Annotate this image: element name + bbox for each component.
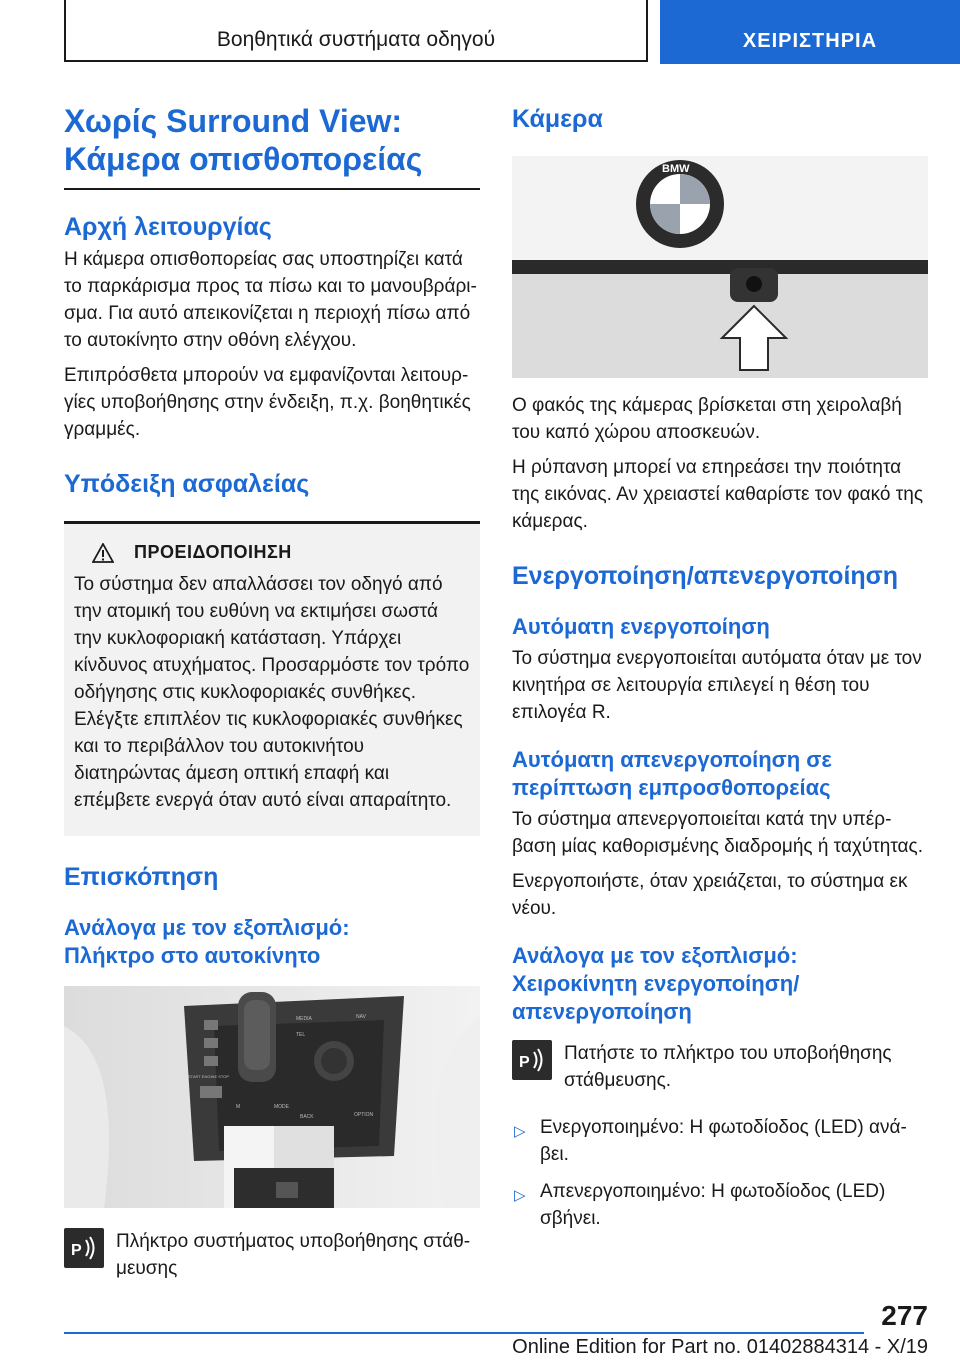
camera-heading: Κάμερα [512, 105, 603, 133]
auto-off-text2: Ενεργοποιήστε, όταν χρειάζεται, το σύστημα εκ νέου. [512, 871, 908, 919]
auto-off-heading-line2: περίπτωση εμπροσθοπορείας [512, 775, 831, 800]
camera-para1: Ο φακός της κάμερας βρίσκεται στη χειρολαβή του καπό χώρου αποσκευών. [512, 395, 902, 443]
manual-text: Πατήστε το πλήκτρο του υποβοήθησης στάθμευσης. [564, 1043, 892, 1091]
auto-on-heading: Αυτόματη ενεργοποίηση [512, 614, 770, 639]
right-column [512, 96, 928, 1242]
manual-heading-line1: Ανάλογα με τον εξοπλισμό: [512, 943, 798, 968]
section-title: Βοηθητικά συστήματα οδηγού [216, 28, 496, 51]
bullet-triangle-icon: ▷ [514, 1187, 526, 1204]
led-status-list [512, 1114, 928, 1232]
manual-heading-line3: απενεργοποίηση [512, 999, 692, 1024]
bullet-text-on: Ενεργοποιημένο: Η φωτοδίοδος (LED) ανάβει. [540, 1117, 907, 1165]
photo-label-option: OPTION [354, 1112, 374, 1118]
page-title-line1: Χωρίς Surround View: [64, 103, 403, 139]
parking-button-caption: Πλήκτρο συστήματος υποβοήθησης στάθμευσης [116, 1231, 471, 1279]
parking-assist-button-icon [64, 1228, 104, 1268]
camera-illustration [512, 156, 928, 378]
overview-subheading-line1: Ανάλογα με τον εξοπλισμό: [64, 915, 350, 940]
edition-text: Online Edition for Part no. 01402884314 - X/19 [512, 1336, 928, 1358]
overview-subheading [64, 914, 480, 970]
auto-off-text1: Το σύστημα απενεργοποιείται κατά την υπέρβαση μίας καθορισμένης διαδρομής ή ταχύτητας. [512, 809, 923, 857]
warning-box [64, 521, 480, 836]
principle-heading: Αρχή λειτουργίας [64, 213, 272, 241]
activation-heading: Ενεργοποίηση/απενεργοποίηση [512, 562, 899, 590]
parking-assist-button-icon-2 [512, 1040, 552, 1080]
principle-para2: Επιπρόσθετα μπορούν να εμφανίζονται λειτουργίες υποβοήθησης στην ένδειξη, π.χ. βοηθητικές γραμμές. [64, 365, 471, 440]
svg-text:P: P [519, 1054, 530, 1071]
photo-label-nav: NAV [356, 1014, 366, 1020]
warning-header [74, 542, 470, 563]
photo-label-media: MEDIA [296, 1016, 312, 1022]
manual-button-row [512, 1040, 928, 1094]
overview-heading: Επισκόπηση [64, 863, 219, 891]
overview-subheading-line2: Πλήκτρο στο αυτοκίνητο [64, 943, 321, 968]
page-title-line2: Κάμερα οπισθοπορείας [64, 141, 423, 177]
auto-off-heading-line1: Αυτόματη απενεργοποίηση σε [512, 747, 832, 772]
warning-label: ΠΡΟΕΙΔΟΠΟΙΗΣΗ [134, 542, 292, 562]
bullet-triangle-icon: ▷ [514, 1123, 526, 1140]
warning-triangle-icon [92, 543, 114, 563]
camera-para2: Η ρύπανση μπορεί να επηρεάσει την ποιότητα της εικόνας. Αν χρειαστεί καθαρίστε τον φακό της κάμερας. [512, 457, 923, 532]
footer-rule [64, 1332, 864, 1334]
camera-photo [512, 156, 928, 378]
photo-label-start-stop: START ENGINE STOP [188, 1074, 230, 1079]
list-item [512, 1178, 928, 1232]
left-column [64, 96, 480, 1282]
photo-label-tel: TEL [296, 1032, 306, 1038]
bullet-text-off: Απενεργοποιημένο: Η φωτοδίοδος (LED) σβήνει. [540, 1181, 886, 1229]
auto-on-text: Το σύστημα ενεργοποιείται αυτόματα όταν με τον κινητήρα σε λειτουργία επιλεγεί η θέση του επιλογέα R. [512, 648, 922, 723]
photo-label-mode: MODE [274, 1104, 289, 1110]
page-title [64, 102, 480, 190]
svg-text:P: P [71, 1242, 82, 1259]
page-number: 277 [881, 1300, 928, 1331]
photo-label-back: BACK [300, 1114, 314, 1120]
principle-para1: Η κάμερα οπισθοπορείας σας υποστηρίζει κατά το παρκάρισμα προς τα πίσω και το μανουβράρισμα. Για αυτό απεικονίζεται η περιοχή πίσω από το αυτοκίνητο στην οθόνη ελέγχου. [64, 249, 477, 351]
manual-heading [512, 942, 928, 1026]
parking-button-row [64, 1228, 480, 1282]
photo-bmw-logo-text: BMW [662, 163, 690, 175]
warning-text: Το σύστημα δεν απαλλάσσει τον οδηγό από την ατομική του ευθύνη να εκτιμήσει σωστά την κυκλοφοριακή κατάσταση. Υπάρχει κίνδυνος ατυχήματος. Προσαρμόστε τον τρόπο οδήγησης στις κυκλοφοριακές συνθήκες. Ελέγξτε επιπλέον τις κυκλοφοριακές συνθήκες και το περιβάλλον του αυτοκινήτου διατηρώντας άμεση οπτική επαφή και επέμβετε ενεργά όταν αυτό είναι απαραίτητο. [74, 574, 470, 811]
manual-heading-line2: Χειροκίνητη ενεργοποίηση/ [512, 971, 800, 996]
chapter-tab[interactable]: ΧΕΙΡΙΣΤΗΡΙΑ [660, 0, 960, 64]
auto-off-heading [512, 746, 928, 802]
page-header [0, 0, 960, 66]
safety-heading: Υπόδειξη ασφαλείας [64, 470, 310, 498]
console-illustration [64, 986, 480, 1208]
photo-label-m: M [236, 1104, 241, 1110]
list-item [512, 1114, 928, 1168]
console-photo [64, 986, 480, 1208]
